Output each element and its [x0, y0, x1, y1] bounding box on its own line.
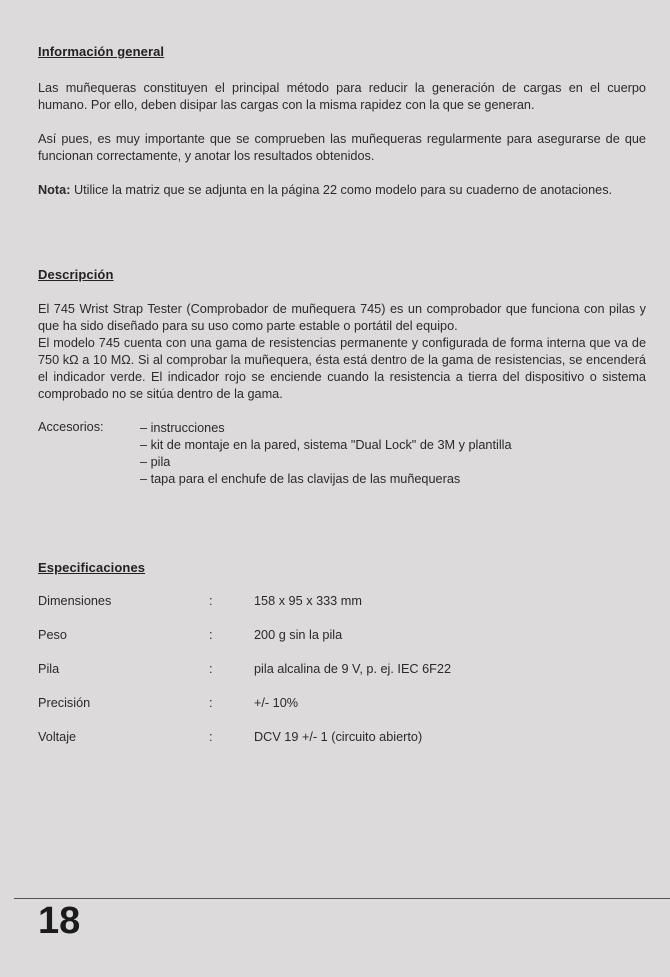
spec-colon: :: [209, 730, 213, 744]
list-item: – kit de montaje en la pared, sistema "Dual Lock" de 3M y plantilla: [140, 437, 512, 454]
spec-label: Precisión: [38, 696, 91, 710]
general-heading: Información general: [38, 44, 165, 59]
description-heading: Descripción: [38, 267, 114, 282]
spec-value: 200 g sin la pila: [254, 628, 343, 642]
spec-label: Peso: [38, 628, 67, 642]
specs-heading: Especificaciones: [38, 560, 146, 575]
accessories-label: Accesorios:: [38, 420, 104, 434]
list-item: – tapa para el enchufe de las clavijas de las muñequeras: [140, 471, 512, 488]
accessories-list: [140, 420, 512, 488]
note-label: Nota:: [38, 183, 71, 197]
spec-row-battery: [38, 662, 638, 680]
spec-row-dimensions: [38, 594, 638, 612]
general-paragraph-1: Las muñequeras constituyen el principal método para reducir la generación de cargas en el cuerpo humano. Por ello, deben disipar las cargas con la misma rapidez con la que se generan.: [38, 81, 646, 112]
list-item: – pila: [140, 454, 512, 471]
spec-colon: :: [209, 594, 213, 608]
description-paragraph-1: El 745 Wrist Strap Tester (Comprobador de muñequera 745) es un comprobador que funciona con pilas y que ha sido diseñado para su uso como parte estable o portátil del equipo.: [38, 302, 646, 333]
spec-label: Pila: [38, 662, 60, 676]
spec-row-weight: [38, 628, 638, 646]
spec-colon: :: [209, 696, 213, 710]
spec-value: pila alcalina de 9 V, p. ej. IEC 6F22: [254, 662, 452, 676]
description-paragraph-2: El modelo 745 cuenta con una gama de resistencias permanente y configurada de forma interna que va de 750 kΩ a 10 MΩ. Si al comprobar la muñequera, ésta está dentro de la gama de resistencias, se encenderá el indicador verde. El indicador rojo se enciende cuando la resistencia a tierra del dispositivo o sistema comprobado no se sitúa dentro de la gama.: [38, 336, 646, 401]
footer-divider: [14, 898, 670, 899]
list-item: – instrucciones: [140, 420, 512, 437]
spec-label: Dimensiones: [38, 594, 112, 608]
note-text: Utilice la matriz que se adjunta en la página 22 como modelo para su cuaderno de anotaciones.: [70, 183, 613, 197]
spec-row-voltage: [38, 730, 638, 748]
spec-value: +/- 10%: [254, 696, 299, 710]
spec-label: Voltaje: [38, 730, 77, 744]
spec-colon: :: [209, 628, 213, 642]
spec-colon: :: [209, 662, 213, 676]
general-note: [38, 182, 646, 199]
spec-value: 158 x 95 x 333 mm: [254, 594, 362, 608]
page-number: 18: [38, 900, 81, 942]
general-paragraph-2: Así pues, es muy importante que se comprueben las muñequeras regularmente para asegurarse de que funcionan correctamente, y anotar los resultados obtenidos.: [38, 132, 646, 163]
spec-value: DCV 19 +/- 1 (circuito abierto): [254, 730, 423, 744]
spec-row-precision: [38, 696, 638, 714]
